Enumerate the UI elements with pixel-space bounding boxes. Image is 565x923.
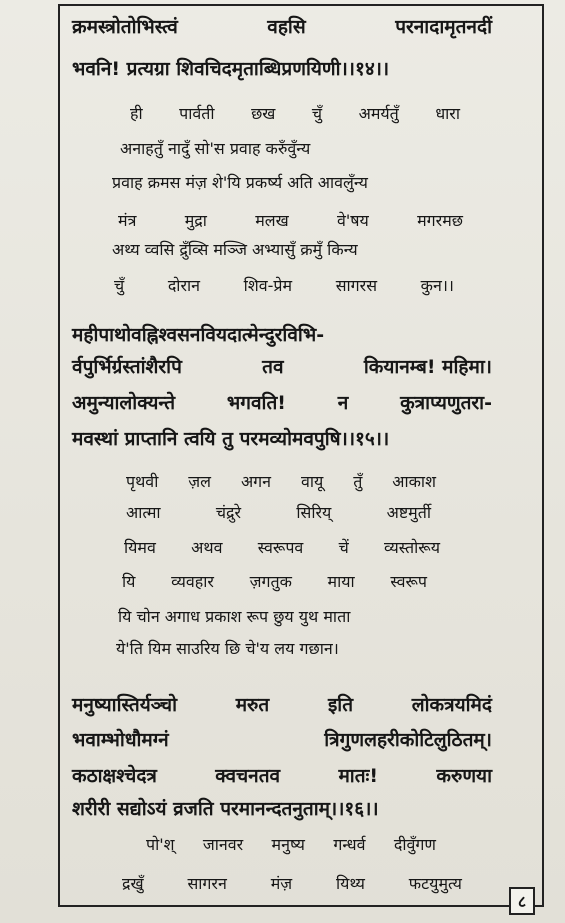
kashmiri-translation-line	[114, 278, 454, 294]
word: करुणया	[436, 765, 492, 787]
kashmiri-translation-line	[126, 505, 431, 521]
word: शिव-प्रेम	[243, 276, 293, 295]
word: क्रमस्त्रोतोभिस्त्वं	[72, 16, 178, 38]
word: न	[337, 392, 349, 414]
word: मंत्र	[118, 211, 137, 230]
word: कुत्राप्यणुतरा-	[400, 392, 492, 414]
word: पो'श्	[146, 835, 175, 854]
word: मंज़	[270, 874, 293, 893]
word: चंद्रुरे	[215, 503, 242, 522]
word: र्वपुर्भिर्ग्रस्तांशैरपि	[72, 356, 182, 378]
word: तव	[262, 356, 284, 378]
sanskrit-verse-line	[72, 18, 492, 37]
kashmiri-translation-line	[122, 876, 462, 892]
word: फटयुमुत्य	[408, 874, 462, 893]
kashmiri-translation-line	[122, 574, 427, 590]
word: अमुन्यालोक्यन्ते	[72, 392, 176, 414]
word: भवाम्भोधौमग्नं	[72, 729, 169, 751]
word: स्वरूप	[390, 572, 427, 591]
kashmiri-translation-line	[118, 213, 463, 229]
word: मनुष्यास्तिर्यञ्चो	[72, 694, 177, 716]
word: माया	[327, 572, 355, 591]
word: इति	[327, 694, 354, 716]
word: क्वचनतव	[215, 765, 281, 787]
word: चें	[338, 538, 349, 557]
word: तुँ	[353, 472, 363, 491]
sanskrit-verse-line	[72, 430, 492, 449]
word: धारा	[435, 104, 460, 123]
word: भवनि! प्रत्यग्रा शिवचिदमृताब्धिप्रणयिणी।।१४।।	[72, 58, 390, 80]
word: त्रिगुणलहरीकोटिलुठितम्।	[324, 729, 492, 751]
sanskrit-verse-line	[72, 767, 492, 786]
word: गन्धर्व	[333, 835, 366, 854]
word: ही	[130, 104, 143, 123]
word: वायू	[300, 472, 324, 491]
word: मातः!	[338, 765, 379, 787]
word: वे'षय	[336, 211, 369, 230]
word: आत्मा	[126, 503, 161, 522]
word: यि चोन अगाध प्रकाश रूप छुय युथ माता	[118, 607, 351, 626]
word: शरीरी सद्योऽयं व्रजति परमानन्दतनुताम्।।१६।।	[72, 798, 379, 820]
word: व्यस्तोरूय	[384, 538, 440, 557]
word: अमर्यतुँ	[358, 104, 399, 123]
word: मुद्रा	[184, 211, 207, 230]
word: मगरमछ	[417, 211, 463, 230]
word: सागरन	[187, 874, 227, 893]
word: कठाक्षश्चेदत्र	[72, 765, 157, 787]
kashmiri-translation-line	[126, 474, 436, 490]
word: यि	[122, 572, 136, 591]
kashmiri-translation-line	[146, 837, 436, 853]
sanskrit-verse-line	[72, 731, 492, 750]
sanskrit-verse-line	[72, 800, 492, 819]
word: यिथ्य	[336, 874, 365, 893]
kashmiri-translation-line	[130, 106, 460, 122]
word: छख	[251, 104, 276, 123]
word: दोरान	[167, 276, 201, 295]
word: कुन।।	[420, 276, 454, 295]
word: लोकत्रयमिदं	[411, 694, 492, 716]
word: दीवुँगण	[393, 835, 436, 854]
word: स्वरूपव	[257, 538, 304, 557]
word: परनादामृतनदीं	[395, 16, 492, 38]
word: अष्टमुर्ती	[386, 503, 431, 522]
kashmiri-translation-line	[120, 141, 310, 157]
kashmiri-translation-line	[118, 609, 350, 625]
word: पृथवी	[126, 472, 159, 491]
word: मलख	[255, 211, 289, 230]
word: अनाहतुँ नादुँ सो'स प्रवाह करुँवुँन्य	[120, 139, 311, 158]
word: पार्वती	[179, 104, 215, 123]
word: मनुष्य	[271, 835, 305, 854]
word: चुँ	[114, 276, 125, 295]
word: आकाश	[392, 472, 436, 491]
word: व्यवहार	[171, 572, 214, 591]
word: कियानम्ब! महिमा।	[363, 356, 492, 378]
kashmiri-translation-line	[112, 175, 368, 191]
kashmiri-translation-line	[112, 242, 358, 258]
sanskrit-verse-line	[72, 60, 492, 79]
sanskrit-verse-line	[72, 696, 492, 715]
kashmiri-translation-line	[116, 641, 339, 657]
word: यिमव	[124, 538, 156, 557]
word: वहसि	[267, 16, 306, 38]
word: भगवति!	[226, 392, 286, 414]
sanskrit-verse-line	[72, 394, 492, 413]
word: अगन	[240, 472, 272, 491]
word: प्रवाह क्रमस मंज़ शे'यि प्रकर्ष्य अति आवलुँन्य	[112, 173, 368, 192]
word: ज़ल	[188, 472, 212, 491]
word: जानवर	[202, 835, 244, 854]
word: ज़गतुक	[249, 572, 292, 591]
kashmiri-translation-line	[124, 540, 440, 556]
word: सागरस	[335, 276, 378, 295]
word: महीपाथोवह्निश्वसनवियदात्मेन्दुरविभि-	[72, 324, 325, 346]
word: ये'ति यिम साउरिय छि चे'य लय गछान।	[116, 639, 339, 658]
word: द्रखुँ	[122, 874, 144, 893]
word: मवस्थां प्राप्तानि त्वयि तु परमव्योमवपुषि।।१५।।	[72, 428, 390, 450]
word: मरुत	[235, 694, 270, 716]
sanskrit-verse-line	[72, 358, 492, 377]
word: अथव	[191, 538, 223, 557]
word: अथ्य व्वसि द्रुँव्सि मञ्जि अभ्यासुँ क्रमुँ किन्य	[112, 240, 358, 259]
sanskrit-verse-line	[72, 326, 324, 345]
word: चुँ	[311, 104, 323, 123]
word: सिरिय्	[296, 503, 332, 522]
page-number: ८	[509, 887, 535, 915]
